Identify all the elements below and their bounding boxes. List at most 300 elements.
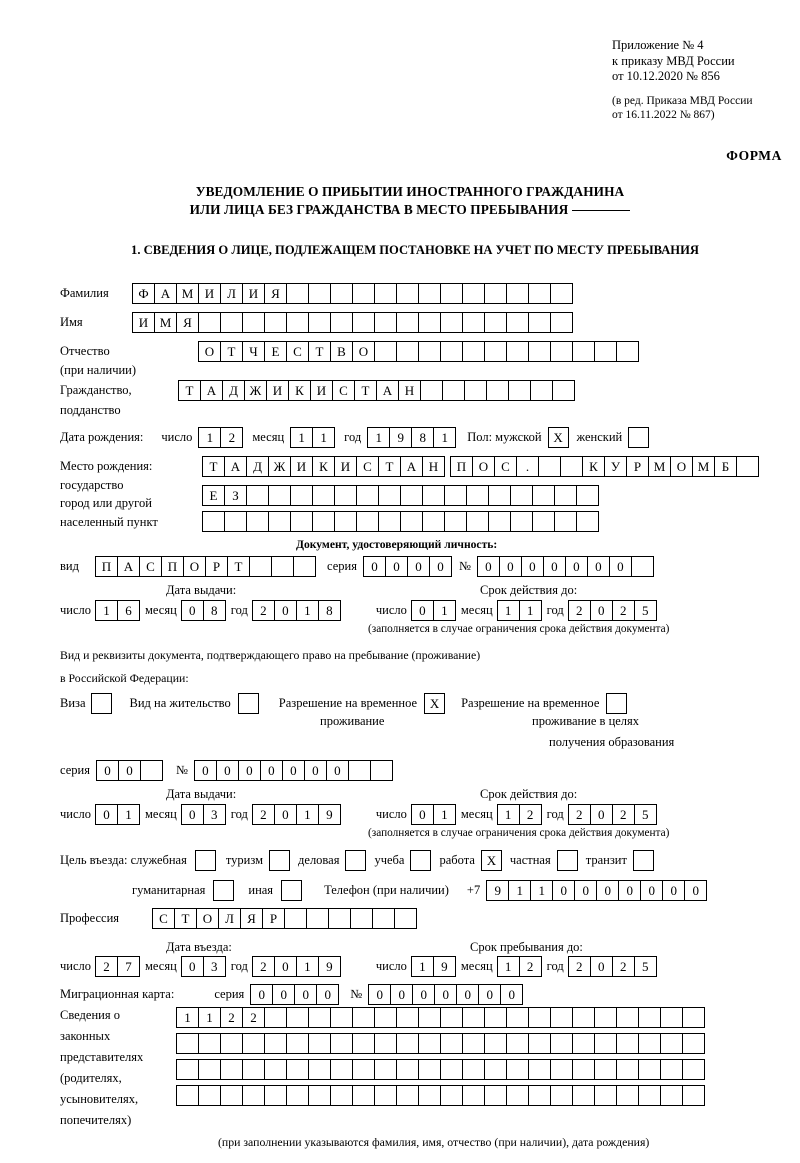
char-cell[interactable] (440, 283, 463, 304)
char-cell[interactable] (638, 1033, 661, 1054)
char-cell[interactable]: 1 (497, 804, 520, 825)
char-cell[interactable]: К (288, 380, 311, 401)
permit-number-input[interactable] (194, 760, 392, 781)
char-cell[interactable] (374, 1007, 397, 1028)
char-cell[interactable] (352, 1059, 375, 1080)
char-cell[interactable] (576, 485, 599, 506)
char-cell[interactable] (484, 1007, 507, 1028)
char-cell[interactable]: 2 (252, 600, 275, 621)
char-cell[interactable] (418, 283, 441, 304)
char-cell[interactable] (506, 312, 529, 333)
char-cell[interactable] (466, 511, 489, 532)
char-cell[interactable]: Т (354, 380, 377, 401)
stay-day-input[interactable] (411, 956, 455, 977)
char-cell[interactable] (660, 1059, 683, 1080)
birth-city-input-row1[interactable] (450, 456, 758, 477)
permit-valid-day-input[interactable] (411, 804, 455, 825)
char-cell[interactable]: 0 (499, 556, 522, 577)
char-cell[interactable]: 5 (634, 804, 657, 825)
char-cell[interactable] (286, 1007, 309, 1028)
char-cell[interactable] (396, 1085, 419, 1106)
purpose-work-checkbox[interactable]: Х (481, 850, 502, 871)
char-cell[interactable] (246, 511, 269, 532)
char-cell[interactable] (486, 380, 509, 401)
char-cell[interactable]: Я (264, 283, 287, 304)
char-cell[interactable] (246, 485, 269, 506)
char-cell[interactable] (176, 1033, 199, 1054)
char-cell[interactable]: 1 (198, 427, 221, 448)
char-cell[interactable] (484, 283, 507, 304)
char-cell[interactable] (560, 456, 583, 477)
char-cell[interactable]: Р (626, 456, 649, 477)
char-cell[interactable] (308, 283, 331, 304)
char-cell[interactable] (550, 283, 573, 304)
char-cell[interactable]: 0 (181, 804, 204, 825)
char-cell[interactable]: Я (240, 908, 263, 929)
char-cell[interactable] (572, 341, 595, 362)
char-cell[interactable] (198, 1033, 221, 1054)
char-cell[interactable] (508, 380, 531, 401)
char-cell[interactable] (444, 485, 467, 506)
char-cell[interactable] (286, 1033, 309, 1054)
char-cell[interactable]: 0 (216, 760, 239, 781)
permit-valid-month-input[interactable] (497, 804, 541, 825)
doc-issue-month-input[interactable] (181, 600, 225, 621)
char-cell[interactable] (484, 1059, 507, 1080)
char-cell[interactable] (484, 312, 507, 333)
char-cell[interactable] (510, 511, 533, 532)
sex-female-checkbox[interactable] (628, 427, 649, 448)
char-cell[interactable]: А (117, 556, 140, 577)
char-cell[interactable] (638, 1085, 661, 1106)
char-cell[interactable]: П (161, 556, 184, 577)
char-cell[interactable] (554, 485, 577, 506)
char-cell[interactable] (242, 1033, 265, 1054)
char-cell[interactable]: Н (398, 380, 421, 401)
char-cell[interactable] (440, 1085, 463, 1106)
char-cell[interactable]: О (196, 908, 219, 929)
char-cell[interactable] (312, 485, 335, 506)
char-cell[interactable] (396, 341, 419, 362)
char-cell[interactable] (572, 1059, 595, 1080)
char-cell[interactable] (290, 511, 313, 532)
char-cell[interactable] (506, 1085, 529, 1106)
char-cell[interactable]: 0 (565, 556, 588, 577)
char-cell[interactable]: 0 (316, 984, 339, 1005)
char-cell[interactable] (440, 1059, 463, 1080)
char-cell[interactable]: 2 (519, 804, 542, 825)
char-cell[interactable]: 1 (312, 427, 335, 448)
char-cell[interactable]: 2 (252, 804, 275, 825)
char-cell[interactable]: 0 (304, 760, 327, 781)
char-cell[interactable] (528, 1007, 551, 1028)
char-cell[interactable] (444, 511, 467, 532)
char-cell[interactable]: И (132, 312, 155, 333)
char-cell[interactable]: 0 (118, 760, 141, 781)
char-cell[interactable]: Ж (268, 456, 291, 477)
char-cell[interactable]: 0 (662, 880, 685, 901)
char-cell[interactable] (464, 380, 487, 401)
char-cell[interactable]: Я (176, 312, 199, 333)
char-cell[interactable]: 0 (477, 556, 500, 577)
char-cell[interactable]: К (312, 456, 335, 477)
purpose-humanitarian-checkbox[interactable] (213, 880, 234, 901)
char-cell[interactable] (660, 1085, 683, 1106)
char-cell[interactable] (528, 341, 551, 362)
char-cell[interactable]: И (266, 380, 289, 401)
char-cell[interactable] (594, 1059, 617, 1080)
char-cell[interactable]: С (356, 456, 379, 477)
char-cell[interactable]: А (224, 456, 247, 477)
char-cell[interactable] (552, 380, 575, 401)
char-cell[interactable] (440, 1033, 463, 1054)
char-cell[interactable]: Т (308, 341, 331, 362)
char-cell[interactable]: 0 (181, 600, 204, 621)
char-cell[interactable]: 0 (500, 984, 523, 1005)
char-cell[interactable]: О (183, 556, 206, 577)
char-cell[interactable]: 0 (96, 760, 119, 781)
char-cell[interactable]: Е (202, 485, 225, 506)
char-cell[interactable]: Б (714, 456, 737, 477)
char-cell[interactable] (378, 485, 401, 506)
char-cell[interactable]: Д (246, 456, 269, 477)
char-cell[interactable] (594, 1007, 617, 1028)
char-cell[interactable] (594, 1085, 617, 1106)
char-cell[interactable]: И (290, 456, 313, 477)
char-cell[interactable] (198, 1085, 221, 1106)
char-cell[interactable]: 1 (508, 880, 531, 901)
sex-male-checkbox[interactable]: Х (548, 427, 569, 448)
char-cell[interactable]: Ч (242, 341, 265, 362)
char-cell[interactable] (422, 511, 445, 532)
migration-series-input[interactable] (250, 984, 338, 1005)
char-cell[interactable] (268, 511, 291, 532)
char-cell[interactable]: 0 (363, 556, 386, 577)
char-cell[interactable]: И (310, 380, 333, 401)
char-cell[interactable]: 1 (296, 956, 319, 977)
char-cell[interactable] (308, 1059, 331, 1080)
char-cell[interactable] (510, 485, 533, 506)
char-cell[interactable] (370, 760, 393, 781)
phone-input[interactable] (486, 880, 706, 901)
migration-number-input[interactable] (368, 984, 522, 1005)
char-cell[interactable]: З (224, 485, 247, 506)
char-cell[interactable] (396, 312, 419, 333)
char-cell[interactable] (418, 341, 441, 362)
char-cell[interactable] (528, 312, 551, 333)
char-cell[interactable]: 5 (634, 956, 657, 977)
char-cell[interactable] (396, 1007, 419, 1028)
char-cell[interactable] (682, 1085, 705, 1106)
legal-rep-input-1[interactable] (176, 1007, 704, 1028)
char-cell[interactable]: О (198, 341, 221, 362)
char-cell[interactable]: 0 (552, 880, 575, 901)
char-cell[interactable] (356, 485, 379, 506)
char-cell[interactable]: С (332, 380, 355, 401)
purpose-transit-checkbox[interactable] (633, 850, 654, 871)
char-cell[interactable] (660, 1033, 683, 1054)
char-cell[interactable] (506, 283, 529, 304)
char-cell[interactable] (554, 511, 577, 532)
doc-number-input[interactable] (477, 556, 653, 577)
char-cell[interactable] (352, 312, 375, 333)
purpose-tourism-checkbox[interactable] (269, 850, 290, 871)
char-cell[interactable] (308, 1085, 331, 1106)
char-cell[interactable] (286, 312, 309, 333)
char-cell[interactable]: Т (202, 456, 225, 477)
char-cell[interactable]: 2 (242, 1007, 265, 1028)
char-cell[interactable] (506, 341, 529, 362)
char-cell[interactable]: Л (220, 283, 243, 304)
char-cell[interactable] (242, 312, 265, 333)
char-cell[interactable]: 0 (456, 984, 479, 1005)
char-cell[interactable]: О (670, 456, 693, 477)
char-cell[interactable] (484, 1033, 507, 1054)
char-cell[interactable]: 1 (176, 1007, 199, 1028)
char-cell[interactable]: Ж (244, 380, 267, 401)
char-cell[interactable] (422, 485, 445, 506)
char-cell[interactable] (224, 511, 247, 532)
char-cell[interactable]: 0 (238, 760, 261, 781)
char-cell[interactable] (374, 1059, 397, 1080)
char-cell[interactable]: Т (174, 908, 197, 929)
char-cell[interactable]: 0 (181, 956, 204, 977)
doc-valid-year-input[interactable] (568, 600, 656, 621)
char-cell[interactable]: 2 (220, 1007, 243, 1028)
char-cell[interactable] (242, 1059, 265, 1080)
char-cell[interactable]: Т (378, 456, 401, 477)
char-cell[interactable]: 0 (385, 556, 408, 577)
char-cell[interactable]: Е (264, 341, 287, 362)
char-cell[interactable]: У (604, 456, 627, 477)
char-cell[interactable] (374, 341, 397, 362)
char-cell[interactable] (308, 1007, 331, 1028)
char-cell[interactable] (394, 908, 417, 929)
char-cell[interactable]: Р (262, 908, 285, 929)
char-cell[interactable] (550, 312, 573, 333)
char-cell[interactable]: 0 (412, 984, 435, 1005)
char-cell[interactable]: 0 (282, 760, 305, 781)
char-cell[interactable] (378, 511, 401, 532)
char-cell[interactable]: С (494, 456, 517, 477)
char-cell[interactable] (176, 1085, 199, 1106)
char-cell[interactable] (374, 1085, 397, 1106)
char-cell[interactable]: В (330, 341, 353, 362)
char-cell[interactable] (328, 908, 351, 929)
char-cell[interactable]: 1 (433, 427, 456, 448)
char-cell[interactable]: 1 (296, 804, 319, 825)
char-cell[interactable]: 0 (411, 804, 434, 825)
char-cell[interactable] (550, 1085, 573, 1106)
legal-rep-input-4[interactable] (176, 1085, 704, 1106)
char-cell[interactable]: Т (220, 341, 243, 362)
char-cell[interactable] (308, 312, 331, 333)
char-cell[interactable]: 1 (290, 427, 313, 448)
char-cell[interactable] (334, 511, 357, 532)
char-cell[interactable] (284, 908, 307, 929)
char-cell[interactable] (572, 1007, 595, 1028)
char-cell[interactable]: 0 (596, 880, 619, 901)
stay-month-input[interactable] (497, 956, 541, 977)
char-cell[interactable]: К (582, 456, 605, 477)
char-cell[interactable] (462, 1085, 485, 1106)
char-cell[interactable]: 2 (568, 600, 591, 621)
char-cell[interactable] (264, 1085, 287, 1106)
char-cell[interactable] (286, 283, 309, 304)
char-cell[interactable] (396, 1059, 419, 1080)
char-cell[interactable]: 1 (95, 600, 118, 621)
char-cell[interactable]: 2 (612, 804, 635, 825)
char-cell[interactable] (538, 456, 561, 477)
char-cell[interactable]: 2 (252, 956, 275, 977)
char-cell[interactable]: Ф (132, 283, 155, 304)
char-cell[interactable] (616, 1033, 639, 1054)
char-cell[interactable]: А (376, 380, 399, 401)
char-cell[interactable]: 1 (411, 956, 434, 977)
doc-kind-input[interactable] (95, 556, 315, 577)
char-cell[interactable]: 0 (590, 956, 613, 977)
char-cell[interactable] (264, 312, 287, 333)
char-cell[interactable] (594, 341, 617, 362)
char-cell[interactable] (572, 1033, 595, 1054)
char-cell[interactable]: 6 (117, 600, 140, 621)
char-cell[interactable] (462, 1033, 485, 1054)
char-cell[interactable]: 1 (296, 600, 319, 621)
residence-permit-checkbox[interactable] (238, 693, 259, 714)
char-cell[interactable]: 9 (389, 427, 412, 448)
char-cell[interactable]: П (95, 556, 118, 577)
char-cell[interactable] (356, 511, 379, 532)
char-cell[interactable] (350, 908, 373, 929)
birth-day-input[interactable] (198, 427, 242, 448)
char-cell[interactable] (631, 556, 654, 577)
char-cell[interactable]: А (400, 456, 423, 477)
patronymic-input[interactable] (198, 341, 638, 362)
char-cell[interactable]: 0 (274, 956, 297, 977)
char-cell[interactable]: 2 (519, 956, 542, 977)
char-cell[interactable] (352, 283, 375, 304)
char-cell[interactable]: 8 (203, 600, 226, 621)
char-cell[interactable]: 1 (530, 880, 553, 901)
char-cell[interactable]: Д (222, 380, 245, 401)
temp-residence-checkbox[interactable]: Х (424, 693, 445, 714)
char-cell[interactable] (249, 556, 272, 577)
char-cell[interactable]: 1 (433, 600, 456, 621)
char-cell[interactable] (198, 312, 221, 333)
purpose-business-checkbox[interactable] (345, 850, 366, 871)
surname-input[interactable] (132, 283, 572, 304)
char-cell[interactable] (176, 1059, 199, 1080)
doc-valid-month-input[interactable] (497, 600, 541, 621)
char-cell[interactable] (264, 1059, 287, 1080)
permit-series-input[interactable] (96, 760, 162, 781)
birth-city-input-row2[interactable] (202, 485, 598, 506)
char-cell[interactable]: 7 (117, 956, 140, 977)
char-cell[interactable] (462, 312, 485, 333)
char-cell[interactable]: 0 (368, 984, 391, 1005)
char-cell[interactable] (550, 1033, 573, 1054)
char-cell[interactable] (532, 485, 555, 506)
char-cell[interactable] (330, 283, 353, 304)
char-cell[interactable] (290, 485, 313, 506)
char-cell[interactable]: 0 (407, 556, 430, 577)
char-cell[interactable]: 3 (203, 804, 226, 825)
char-cell[interactable] (372, 908, 395, 929)
char-cell[interactable]: С (139, 556, 162, 577)
char-cell[interactable]: М (692, 456, 715, 477)
char-cell[interactable]: 0 (590, 600, 613, 621)
char-cell[interactable] (330, 1033, 353, 1054)
char-cell[interactable]: 0 (521, 556, 544, 577)
char-cell[interactable]: 1 (497, 600, 520, 621)
char-cell[interactable]: И (242, 283, 265, 304)
char-cell[interactable] (220, 1085, 243, 1106)
char-cell[interactable]: 2 (568, 956, 591, 977)
char-cell[interactable] (286, 1059, 309, 1080)
char-cell[interactable] (220, 1059, 243, 1080)
char-cell[interactable]: 0 (543, 556, 566, 577)
char-cell[interactable] (576, 511, 599, 532)
doc-valid-day-input[interactable] (411, 600, 455, 621)
char-cell[interactable]: 1 (367, 427, 390, 448)
char-cell[interactable]: П (450, 456, 473, 477)
char-cell[interactable]: О (472, 456, 495, 477)
char-cell[interactable]: 9 (433, 956, 456, 977)
purpose-study-checkbox[interactable] (410, 850, 431, 871)
char-cell[interactable]: 0 (478, 984, 501, 1005)
char-cell[interactable] (286, 1085, 309, 1106)
char-cell[interactable]: 8 (411, 427, 434, 448)
char-cell[interactable]: Т (227, 556, 250, 577)
purpose-service-checkbox[interactable] (195, 850, 216, 871)
char-cell[interactable] (330, 312, 353, 333)
char-cell[interactable]: 2 (612, 956, 635, 977)
char-cell[interactable] (396, 1033, 419, 1054)
char-cell[interactable] (440, 312, 463, 333)
char-cell[interactable]: М (176, 283, 199, 304)
stay-year-input[interactable] (568, 956, 656, 977)
char-cell[interactable]: О (352, 341, 375, 362)
visa-checkbox[interactable] (91, 693, 112, 714)
char-cell[interactable] (140, 760, 163, 781)
char-cell[interactable] (352, 1033, 375, 1054)
char-cell[interactable] (736, 456, 759, 477)
char-cell[interactable] (462, 283, 485, 304)
char-cell[interactable] (440, 341, 463, 362)
char-cell[interactable]: 1 (198, 1007, 221, 1028)
char-cell[interactable] (271, 556, 294, 577)
profession-input[interactable] (152, 908, 416, 929)
char-cell[interactable] (418, 1085, 441, 1106)
char-cell[interactable] (264, 1033, 287, 1054)
char-cell[interactable] (418, 312, 441, 333)
char-cell[interactable] (330, 1085, 353, 1106)
legal-rep-input-2[interactable] (176, 1033, 704, 1054)
char-cell[interactable] (484, 1085, 507, 1106)
citizenship-input[interactable] (178, 380, 574, 401)
char-cell[interactable] (550, 1059, 573, 1080)
char-cell[interactable] (682, 1033, 705, 1054)
entry-month-input[interactable] (181, 956, 225, 977)
char-cell[interactable]: 8 (318, 600, 341, 621)
char-cell[interactable] (528, 1085, 551, 1106)
char-cell[interactable]: 2 (612, 600, 635, 621)
char-cell[interactable] (616, 1085, 639, 1106)
char-cell[interactable] (616, 1007, 639, 1028)
char-cell[interactable] (374, 1033, 397, 1054)
char-cell[interactable]: 0 (274, 600, 297, 621)
edu-residence-checkbox[interactable] (606, 693, 627, 714)
